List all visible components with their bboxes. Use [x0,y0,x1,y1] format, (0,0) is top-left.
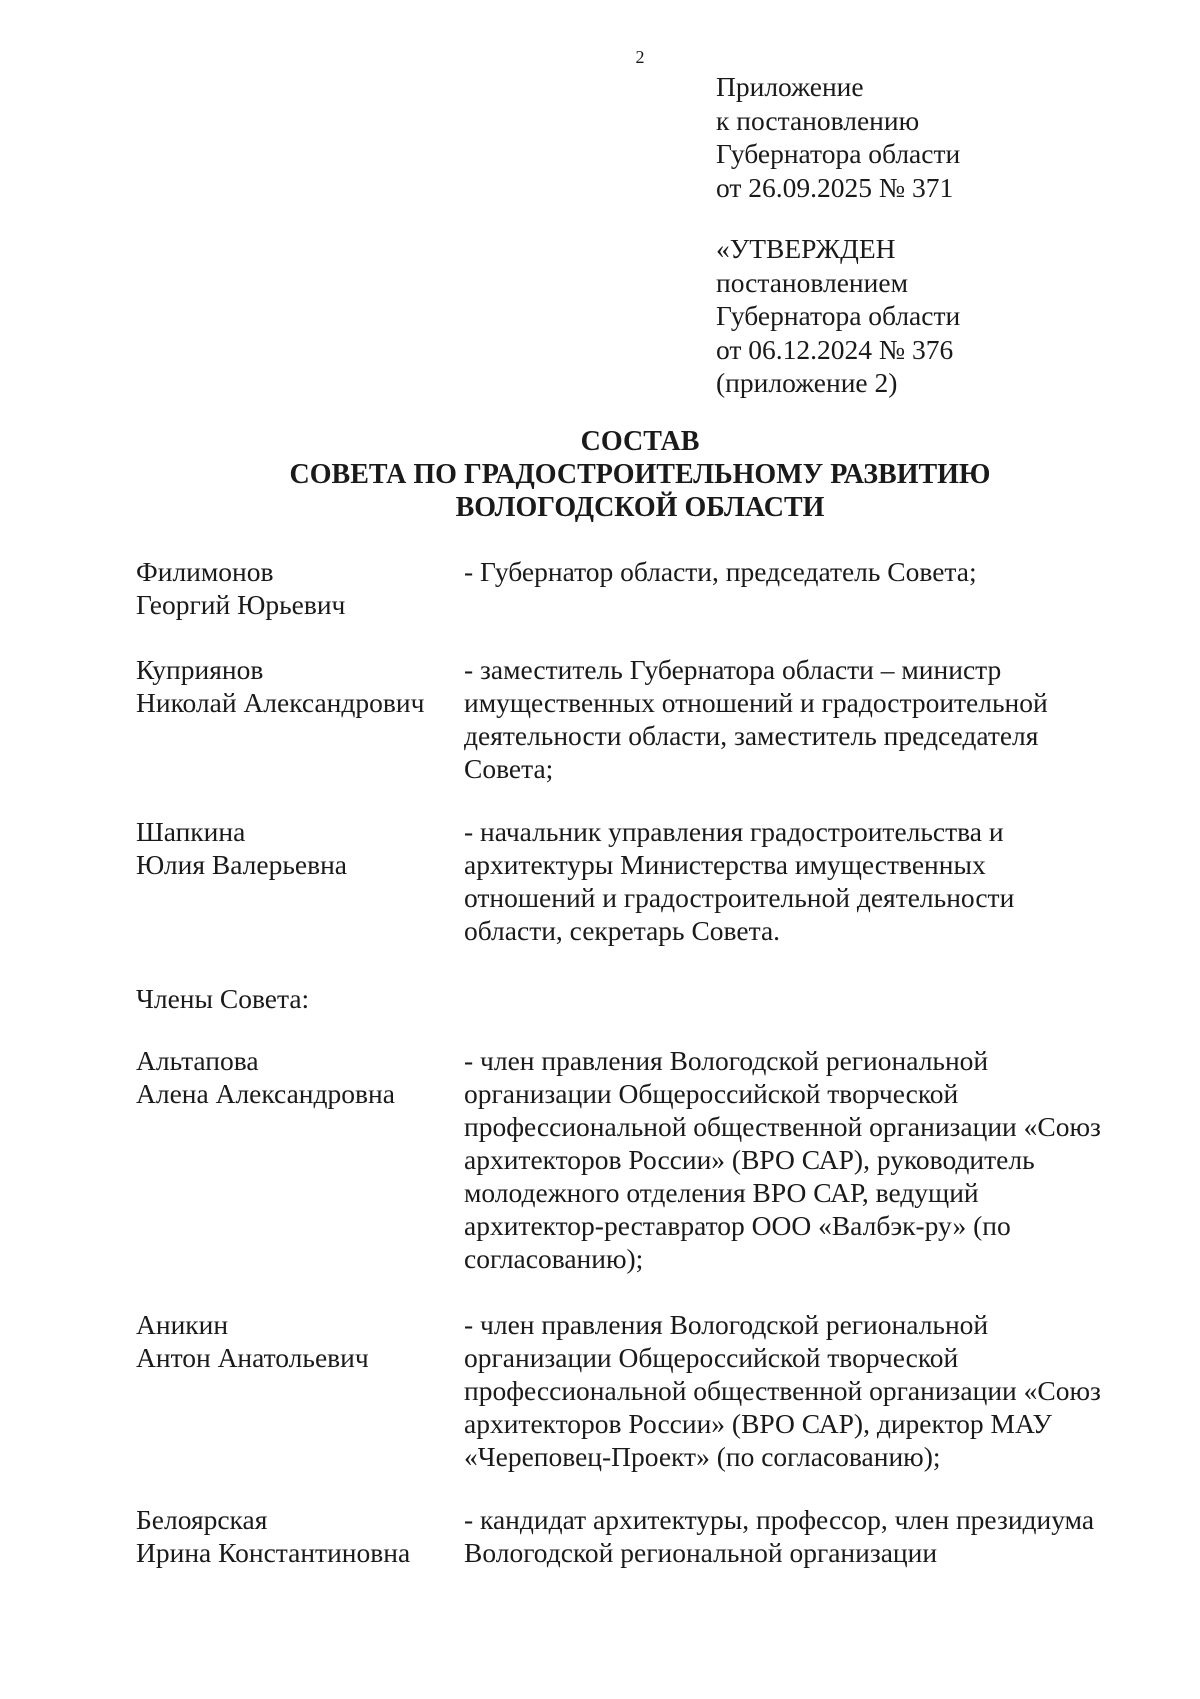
approved-header [716,232,1176,400]
member-role [464,815,1144,947]
members-heading: Члены Совета: [136,983,310,1014]
member-given-name: Алена Александровна [136,1078,395,1109]
role-line: - Губернатор области, председатель Совета; [464,556,977,587]
role-line: организации Общероссийской творческой [464,1078,959,1109]
member-given-name: Антон Анатольевич [136,1342,369,1373]
member-role [464,1044,1144,1275]
approved-line: от 06.12.2024 № 376 [716,333,954,365]
role-line: архитекторов России» (ВРО САР), руководитель [464,1144,1035,1175]
appendix-line: Приложение [716,71,864,102]
approved-line: (приложение 2) [716,367,898,398]
role-line: области, секретарь Совета. [464,915,781,946]
member-name [136,815,456,881]
member-given-name: Георгий Юрьевич [136,589,346,620]
approved-line: Губернатора области [716,300,961,331]
member-name [136,1308,456,1374]
role-line: архитекторов России» (ВРО САР), директор МАУ [464,1408,1052,1439]
member-name [136,555,456,621]
role-line: - заместитель Губернатора области – министр [464,654,1002,685]
member-surname: Филимонов [136,556,274,587]
role-line: архитектор-реставратор ООО «Валбэк-ру» (по [464,1210,1011,1241]
role-line: архитектуры Министерства имущественных [464,849,986,880]
member-role [464,1308,1144,1473]
member-name [136,1044,456,1110]
member-role [464,555,1144,588]
role-line: деятельности области, заместитель председателя [464,720,1039,751]
approved-line: постановлением [716,266,908,298]
role-line: - начальник управления градостроительства и [464,816,1004,847]
appendix-line: от 26.09.2025 № 371 [716,171,954,203]
title-line: СОСТАВ [580,426,700,457]
member-surname: Куприянов [136,654,264,685]
appendix-header [716,70,1176,204]
member-name [136,653,456,719]
role-line: молодежного отделения ВРО САР, ведущий [464,1177,979,1208]
member-surname: Альтапова [136,1045,259,1076]
title-line: СОВЕТА ПО ГРАДОСТРОИТЕЛЬНОМУ РАЗВИТИЮ [289,459,991,490]
member-name [136,1503,456,1569]
role-line: Совета; [464,753,554,784]
member-given-name: Николай Александрович [136,687,425,718]
member-surname: Аникин [136,1309,229,1340]
role-line: «Череповец-Проект» (по согласованию); [464,1441,941,1472]
appendix-line: к постановлению [716,104,920,136]
role-line: - кандидат архитектуры, профессор, член президиума [464,1504,1095,1535]
appendix-line: Губернатора области [716,138,961,169]
role-line: - член правления Вологодской региональной [464,1045,989,1076]
role-line: организации Общероссийской творческой [464,1342,959,1373]
role-line: Вологодской региональной организации [464,1537,938,1568]
role-line: отношений и градостроительной деятельности [464,882,1015,913]
approved-line: «УТВЕРЖДЕН [716,233,896,264]
role-line: профессиональной общественной организации «Союз [464,1375,1101,1406]
title-line: ВОЛОГОДСКОЙ ОБЛАСТИ [455,492,825,523]
member-given-name: Ирина Константиновна [136,1537,411,1568]
document-title [0,425,1200,524]
member-surname: Шапкина [136,816,246,847]
member-surname: Белоярская [136,1504,268,1535]
role-line: профессиональной общественной организации «Союз [464,1111,1101,1142]
member-role [464,1503,1144,1569]
member-role [464,653,1144,785]
role-line: - член правления Вологодской региональной [464,1309,989,1340]
role-line: согласованию); [464,1243,644,1274]
member-given-name: Юлия Валерьевна [136,849,347,880]
page-number: 2 [635,47,645,67]
role-line: имущественных отношений и градостроительной [464,687,1048,718]
